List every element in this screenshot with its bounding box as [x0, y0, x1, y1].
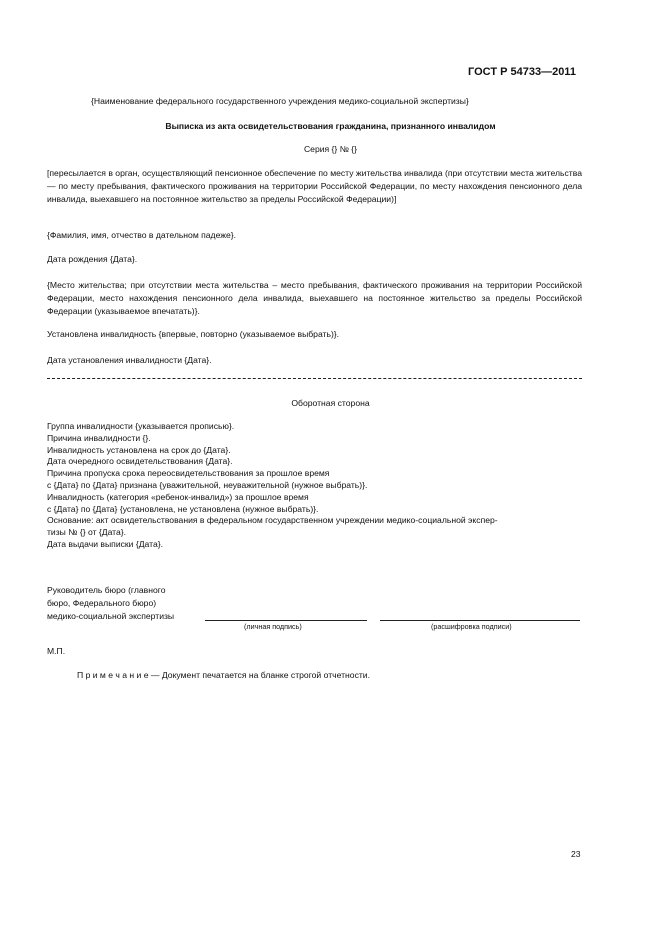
next-exam-date-line: Дата очередного освидетельствования {Дата}. — [47, 456, 233, 467]
name-decoding-caption: (расшифровка подписи) — [431, 622, 512, 631]
note-text: П р и м е ч а н и е — Документ печатается на бланке строгой отчетности. — [77, 670, 370, 680]
page-number: 23 — [571, 849, 581, 859]
child-disability-period-line: с {Дата} по {Дата} {установлена, не установлена (нужное выбрать)}. — [47, 503, 319, 514]
disability-date-field: Дата установления инвалидности {Дата}. — [47, 355, 212, 365]
standard-number: ГОСТ Р 54733—2011 — [468, 66, 576, 78]
recipient-paragraph: [пересылается в орган, осуществляющий пенсионное обеспечение по месту жительства инвалида (при отсутствии места жительства — по месту пребывания, фактического проживания на территории Российской Федерации, по месту нахождения пенсионного дела инвалида, выехавшего на постоянное жительство за пределы Российской Федерации)] — [47, 168, 582, 205]
disability-term-line: Инвалидность установлена на срок до {Дата}. — [47, 444, 231, 455]
child-disability-line: Инвалидность (категория «ребенок-инвалид») за прошлое время — [47, 491, 309, 502]
reverse-side-fields — [47, 421, 582, 551]
name-decoding-line — [380, 620, 580, 621]
name-field: {Фамилия, имя, отчество в дательном падеже}. — [47, 230, 237, 240]
missed-term-period-line: с {Дата} по {Дата} признана {уважительной, неуважительной (нужное выбрать)}. — [47, 479, 368, 490]
signatory-line: Руководитель бюро (главного — [47, 585, 166, 595]
series-number-line: Серия {} № {} — [303, 144, 358, 154]
birth-date-field: Дата рождения {Дата}. — [47, 254, 138, 264]
residence-paragraph: {Место жительства; при отсутствии места жительства – место пребывания, фактического проживания на территории Российской Федерации, место нахождения пенсионного дела инвалида, выехавшего на постоянное жительство за пределы Российской Федерации (указываемое впечатать)}. — [47, 280, 582, 317]
organization-placeholder: {Наименование федерального государственного учреждения медико-социальной экспертизы} — [91, 96, 469, 106]
signatory-line: бюро, Федерального бюро) — [47, 598, 157, 608]
disability-established-field: Установлена инвалидность {впервые, повторно (указываемое выбрать)}. — [47, 329, 340, 339]
signature-caption: (личная подпись) — [244, 622, 302, 631]
signatory-line: медико-социальной экспертизы — [47, 611, 175, 621]
signatory-title — [47, 584, 174, 623]
signature-line — [205, 620, 367, 621]
disability-cause-line: Причина инвалидности {}. — [47, 432, 151, 443]
stamp-place-label: М.П. — [47, 646, 66, 656]
cut-line-divider — [47, 378, 582, 379]
document-title: Выписка из акта освидетельствования гражданина, признанного инвалидом — [165, 121, 496, 131]
basis-line: Основание: акт освидетельствования в федеральном государственном учреждении медико-социальной экспер- — [47, 515, 498, 526]
disability-group-line: Группа инвалидности {указывается прописью}. — [47, 421, 235, 431]
reverse-side-heading: Оборотная сторона — [291, 398, 370, 408]
basis-act-number-line: тизы № {} от {Дата}. — [47, 527, 127, 538]
issue-date-line: Дата выдачи выписки {Дата}. — [47, 538, 164, 549]
missed-term-reason-line: Причина пропуска срока переосвидетельствования за прошлое время — [47, 468, 330, 479]
